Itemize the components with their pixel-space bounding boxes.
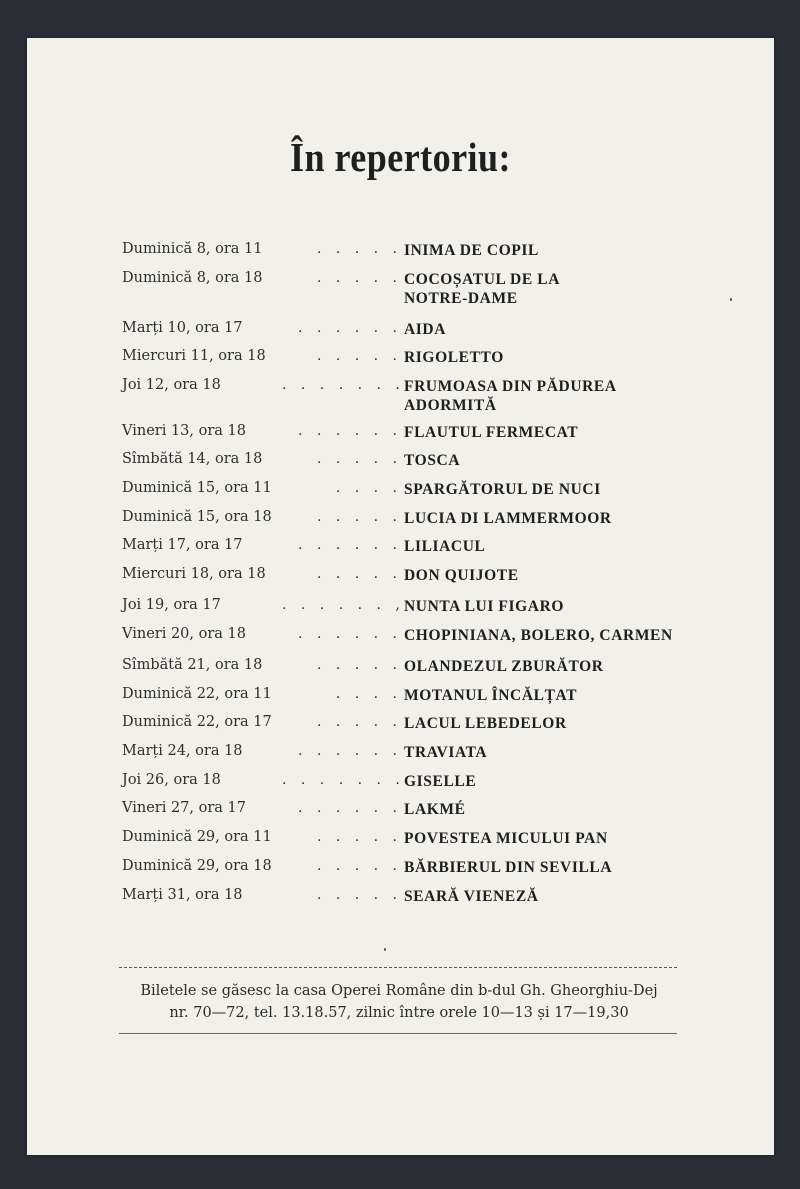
dot-leader: . . . . . .	[298, 537, 402, 553]
performance-title: TOSCA	[404, 452, 461, 469]
performance-date: Miercuri 18, ora 18	[122, 566, 266, 582]
dot-leader: . . . . . .	[298, 626, 402, 642]
dot-leader: . . . . . .	[298, 320, 402, 336]
performance-date: Duminică 15, ora 18	[122, 509, 272, 525]
dot-leader: . . . . .	[316, 241, 402, 257]
performance-title: FLAUTUL FERMECAT	[404, 424, 579, 441]
dot-leader: . . . . .	[316, 451, 402, 467]
performance-title: COCOȘATUL DE LA NOTRE-DAME	[404, 271, 560, 307]
performance-title: OLANDEZUL ZBURĂTOR	[404, 658, 604, 675]
performance-date: Duminică 29, ora 18	[122, 858, 272, 874]
performance-title: SEARĂ VIENEZĂ	[404, 888, 539, 905]
performance-title: LAKMÉ	[404, 801, 466, 818]
program-sheet	[27, 38, 774, 1155]
performance-title: SPARGĂTORUL DE NUCI	[404, 481, 601, 498]
performance-date: Duminică 22, ora 11	[122, 686, 272, 702]
performance-date: Duminică 22, ora 17	[122, 714, 272, 730]
performance-title: MOTANUL ÎNCĂLȚAT	[404, 687, 578, 704]
performance-title: DON QUIJOTE	[404, 567, 519, 584]
performance-date: Sîmbătă 14, ora 18	[122, 451, 263, 467]
performance-date: Joi 26, ora 18	[122, 772, 221, 788]
performance-date: Marți 17, ora 17	[122, 537, 243, 553]
performance-title: TRAVIATA	[404, 744, 488, 761]
dot-leader: . . . . . . ,	[282, 597, 405, 613]
performance-title: FRUMOASA DIN PĂDUREA ADORMITĂ	[404, 378, 617, 414]
ticket-info	[97, 980, 701, 1024]
performance-title: NUNTA LUI FIGARO	[404, 598, 565, 615]
performance-date: Marți 31, ora 18	[122, 887, 243, 903]
dot-leader: . . . .	[335, 480, 402, 496]
performance-date: Vineri 20, ora 18	[122, 626, 246, 642]
dot-leader: . . . . .	[316, 829, 402, 845]
dot-leader: . . . . .	[316, 509, 402, 525]
dot-leader: . . . . .	[316, 714, 402, 730]
performance-title: POVESTEA MICULUI PAN	[404, 830, 608, 847]
dot-leader: . . . .	[335, 686, 402, 702]
performance-date: Marți 24, ora 18	[122, 743, 243, 759]
performance-title: BĂRBIERUL DIN SEVILLA	[404, 859, 613, 876]
ticket-info-line-1: Biletele se găsesc la casa Operei Române din b-dul Gh. Gheorghiu-Dej	[140, 983, 658, 999]
dot-leader: . . . . .	[316, 348, 402, 364]
performance-date: Miercuri 11, ora 18	[122, 348, 266, 364]
dot-leader: . . . . .	[316, 270, 402, 286]
performance-date: Duminică 15, ora 11	[122, 480, 272, 496]
performance-date: Duminică 8, ora 18	[122, 270, 263, 286]
performance-date: Vineri 13, ora 18	[122, 423, 246, 439]
performance-date: Duminică 29, ora 11	[122, 829, 272, 845]
performance-title: GISELLE	[404, 773, 477, 790]
dot-leader: . . . . .	[316, 566, 402, 582]
performance-title: LILIACUL	[404, 538, 486, 555]
dot-leader: . . . . . . .	[282, 772, 405, 788]
performance-date: Joi 19, ora 17	[122, 597, 221, 613]
divider-bottom	[119, 1033, 677, 1034]
performance-title: RIGOLETTO	[404, 349, 504, 366]
performance-title: INIMA DE COPIL	[404, 242, 539, 259]
performance-title: AIDA	[404, 321, 447, 338]
performance-title: LUCIA DI LAMMERMOOR	[404, 510, 612, 527]
dot-leader: . . . . .	[316, 657, 402, 673]
page-title: În repertoriu:	[290, 134, 511, 180]
performance-date: Joi 12, ora 18	[122, 377, 221, 393]
dot-leader: . . . . .	[316, 858, 402, 874]
performance-date: Vineri 27, ora 17	[122, 800, 246, 816]
performance-title: LACUL LEBEDELOR	[404, 715, 567, 732]
performance-date: Marți 10, ora 17	[122, 320, 243, 336]
dot-leader: . . . . . .	[298, 800, 402, 816]
dot-leader: . . . . . .	[298, 423, 402, 439]
performance-title: CHOPINIANA, BOLERO, CARMEN	[404, 627, 673, 644]
performance-date: Duminică 8, ora 11	[122, 241, 263, 257]
dot-leader: . . . . .	[316, 887, 402, 903]
dot-leader: . . . . . .	[298, 743, 402, 759]
performance-date: Sîmbătă 21, ora 18	[122, 657, 263, 673]
paper-speck	[730, 298, 732, 301]
divider-top	[119, 967, 677, 968]
paper-speck	[384, 948, 386, 951]
dot-leader: . . . . . . .	[282, 377, 405, 393]
ticket-info-line-2: nr. 70—72, tel. 13.18.57, zilnic între orele 10—13 și 17—19,30	[169, 1005, 629, 1021]
